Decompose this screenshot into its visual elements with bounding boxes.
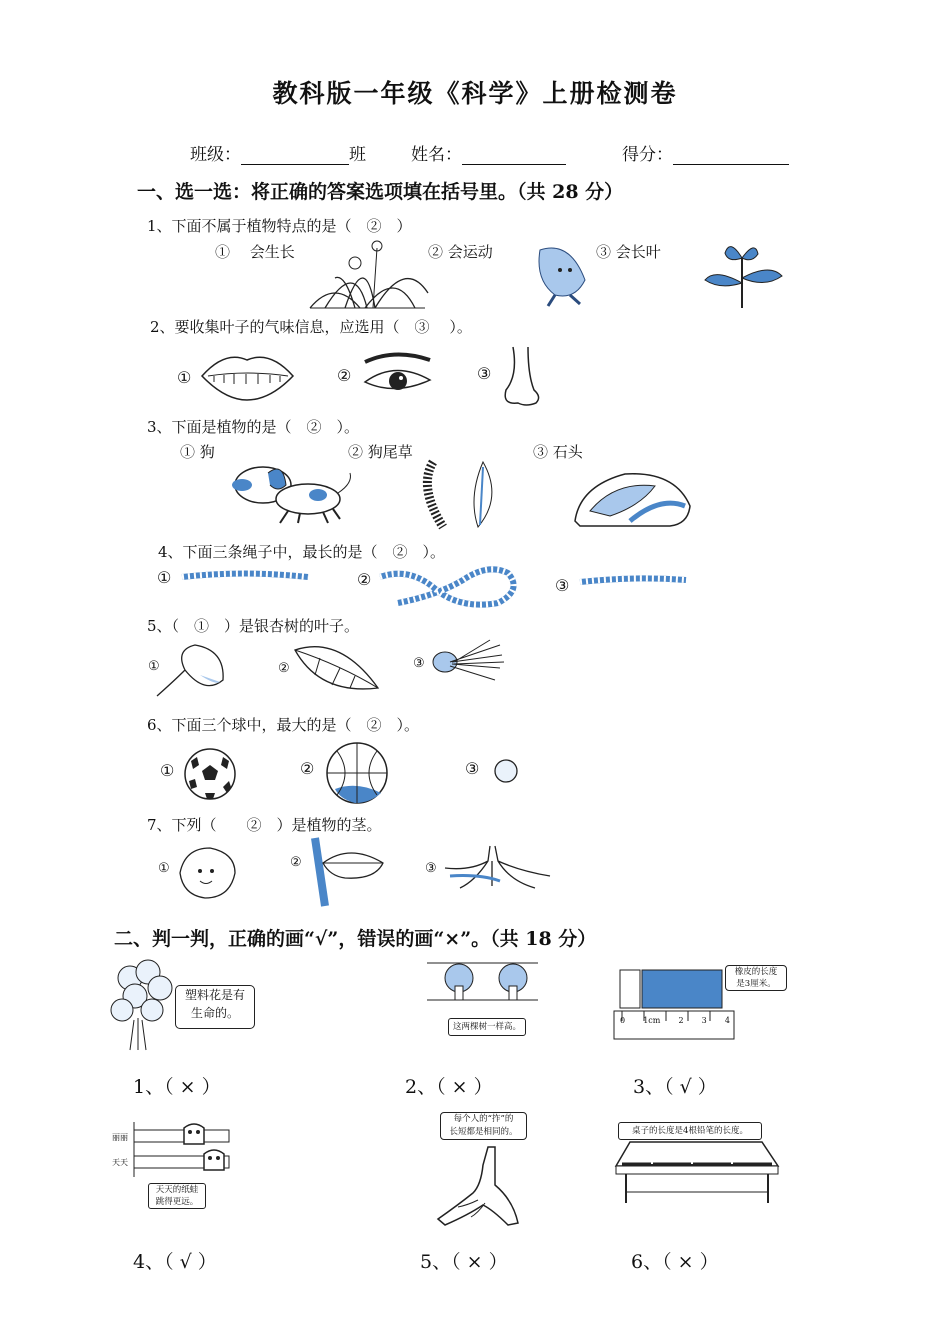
speech-bubble-6: 桌子的长度是4根铅笔的长度。 <box>618 1122 762 1140</box>
leafy-plant-image <box>700 238 785 310</box>
speech-bubble-1 <box>175 985 255 1029</box>
q5-opt3: ③ <box>413 656 425 671</box>
ruler-label-1: 1cm <box>643 1016 661 1025</box>
page-title: 教科版一年级《科学》上册检测卷 <box>272 79 678 108</box>
class-label: 班级： <box>190 145 241 165</box>
speech-bubble-5 <box>440 1112 527 1140</box>
ruler-labels <box>620 1016 730 1025</box>
q7-opt3: ③ <box>425 861 437 876</box>
mouth-image <box>200 350 295 402</box>
score-label: 得分： <box>622 145 673 165</box>
q6-opt2: ② <box>300 759 315 778</box>
q5-opt2: ② <box>278 661 290 676</box>
q1-opt1: ① 会生长 <box>215 243 295 261</box>
ruler-label-0: 0 <box>620 1016 626 1025</box>
q4-opt3: ③ <box>555 576 570 595</box>
q7-text: 7、下列（ ② ）是植物的茎。 <box>147 816 382 834</box>
q2-text: 2、要收集叶子的气味信息，应选用（ ③ ）。 <box>150 318 472 336</box>
walking-leaf-image <box>530 240 600 310</box>
oval-leaf-image <box>290 640 380 692</box>
bubble1-line2: 生命的。 <box>190 1006 239 1020</box>
q5-opt1: ① <box>148 659 160 674</box>
judge-answer-3: 3、（ √ ） <box>633 1076 717 1098</box>
hand-span-image <box>433 1145 523 1230</box>
q2-opt2: ② <box>337 366 352 385</box>
paper-frogs-image <box>132 1122 237 1177</box>
grass-flower-image <box>305 238 430 310</box>
ruler-label-3: 3 <box>701 1016 707 1025</box>
bubble4-line1: 天天的纸蛙 <box>155 1185 199 1195</box>
rope-medium-image <box>578 574 688 588</box>
judge-answer-5: 5、（ × ） <box>420 1251 508 1273</box>
rope-short-image <box>180 570 310 584</box>
table-pencils-image <box>612 1140 782 1205</box>
q1-opt2: ② 会运动 <box>428 243 493 261</box>
section2-heading: 二、判一判，正确的画“√”，错误的画“×”。（共 18 分） <box>114 928 597 950</box>
pine-needle-image <box>430 640 505 685</box>
name-field <box>411 140 566 165</box>
class-blank[interactable] <box>241 146 349 165</box>
score-field <box>622 140 789 165</box>
soccer-ball-image <box>183 747 237 801</box>
nose-image <box>498 345 543 409</box>
roots-image <box>440 846 555 891</box>
name-lili: 丽丽 <box>112 1133 128 1142</box>
q6-text: 6、下面三个球中，最大的是（ ② ）。 <box>147 716 420 734</box>
q3-text: 3、下面是植物的是（ ② ）。 <box>147 418 360 436</box>
speech-bubble-3 <box>725 965 787 991</box>
name-label: 姓名： <box>411 145 462 165</box>
name-tiantian: 天天 <box>112 1158 128 1167</box>
rope-long-image <box>378 565 523 610</box>
q7-opt1: ① <box>158 861 170 876</box>
bubble1-line1: 塑料花是有 <box>184 988 245 1002</box>
judge-answer-4: 4、（ √ ） <box>133 1251 217 1273</box>
q3-opt3: ③ 石头 <box>533 443 583 461</box>
class-suffix: 班 <box>349 145 366 165</box>
bubble4-line2: 跳得更远。 <box>155 1197 199 1207</box>
ruler-label-2: 2 <box>678 1016 684 1025</box>
eye-image <box>360 352 435 397</box>
dog-image <box>228 463 358 525</box>
foxtail-grass-image <box>408 457 503 529</box>
q2-opt3: ③ <box>477 364 492 383</box>
q2-opt1: ① <box>177 368 192 387</box>
section1-heading: 一、选一选：将正确的答案选项填在括号里。（共 28 分） <box>137 181 624 203</box>
basketball-image <box>325 741 389 805</box>
judge-answer-1: 1、（ × ） <box>133 1076 221 1098</box>
name-blank[interactable] <box>462 146 566 165</box>
class-field <box>190 140 366 165</box>
bubble5-line2: 长短都是相同的。 <box>449 1127 518 1137</box>
bubble3-line1: 橡皮的长度 <box>734 967 778 977</box>
stone-image <box>570 466 695 528</box>
small-ball-image <box>493 758 519 784</box>
q4-text: 4、下面三条绳子中，最长的是（ ② ）。 <box>158 543 446 561</box>
q6-opt1: ① <box>160 761 175 780</box>
ruler-label-4: 4 <box>724 1016 730 1025</box>
q1-text: 1、下面不属于植物特点的是（ ② ） <box>147 217 412 235</box>
speech-bubble-4 <box>148 1183 206 1209</box>
q5-text: 5、（ ① ）是银杏树的叶子。 <box>147 617 360 635</box>
speech-bubble-2: 这两棵树一样高。 <box>448 1018 526 1036</box>
bubble3-line2: 是3厘米。 <box>736 979 776 989</box>
stem-with-leaf-image <box>305 838 387 906</box>
judge-answer-2: 2、（ × ） <box>405 1076 493 1098</box>
judge-answer-6: 6、（ × ） <box>631 1251 719 1273</box>
q4-opt1: ① <box>157 568 172 587</box>
score-blank[interactable] <box>673 146 789 165</box>
q3-opt2: ② 狗尾草 <box>348 443 413 461</box>
leaf-character-image <box>175 843 240 901</box>
q4-opt2: ② <box>357 570 372 589</box>
q7-opt2: ② <box>290 855 302 870</box>
q1-opt3: ③ 会长叶 <box>596 243 661 261</box>
bubble5-line1: 每个人的“拃”的 <box>453 1114 514 1124</box>
q3-opt1: ① 狗 <box>180 443 215 461</box>
q6-opt3: ③ <box>465 759 480 778</box>
ginkgo-leaf-image <box>155 640 230 698</box>
